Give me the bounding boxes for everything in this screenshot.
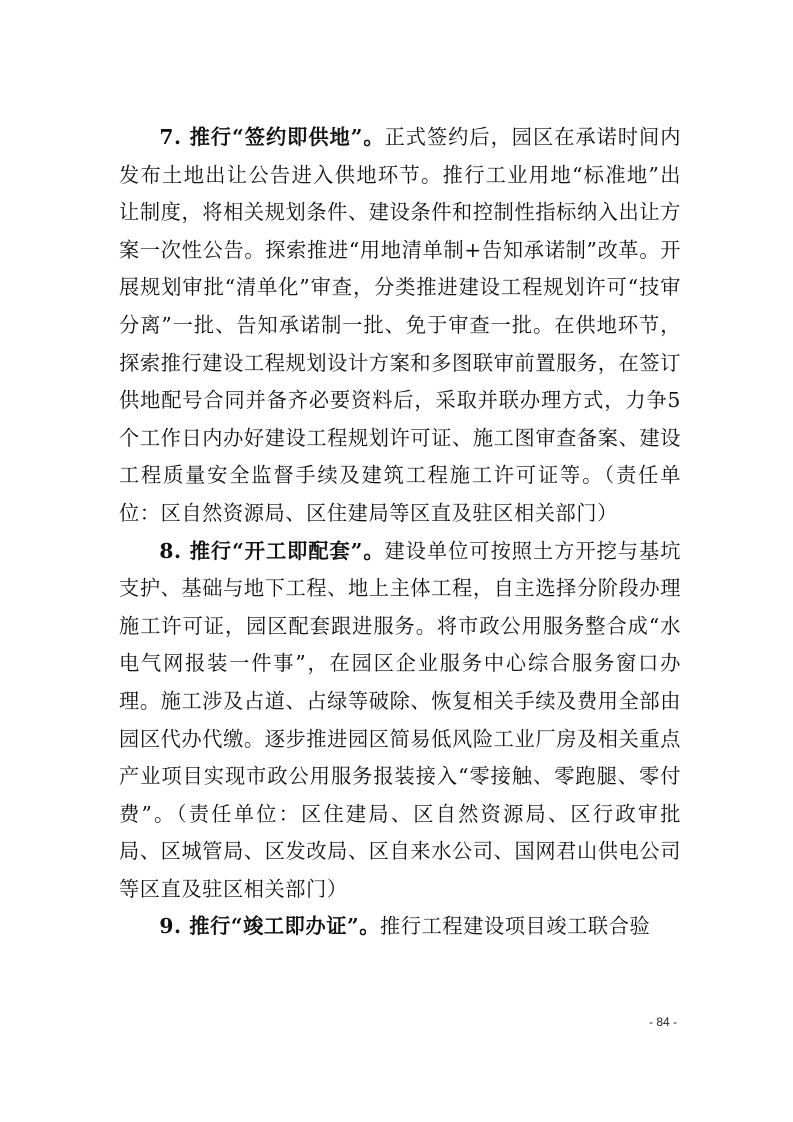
document-body — [119, 119, 681, 946]
page-number: - 84 - — [648, 1015, 677, 1029]
paragraph-heading: 8. 推行“开工即配套”。 — [159, 538, 385, 563]
paragraph-item-7 — [119, 119, 681, 533]
paragraph-text: 建设单位可按照土方开挖与基坑支护、基础与地下工程、地上主体工程，自主选择分阶段办理施工许可证，园区配套跟进服务。将市政公用服务整合成“水电气网报装一件事”，在园区企业服务中心综合服务窗口办理。施工涉及占道、占绿等破除、恢复相关手续及费用全部由园区代办代缴。逐步推进园区简易低风险工业厂房及相关重点产业项目实现市政公用服务报装接入“零接触、零跑腿、零付费”。（责任单位：区住建局、区自然资源局、区行政审批局、区城管局、区发改局、区自来水公司、国网君山供电公司等区直及驻区相关部门） — [119, 538, 681, 901]
paragraph-item-8 — [119, 533, 681, 909]
paragraph-text: 推行工程建设项目竣工联合验 — [380, 914, 651, 939]
paragraph-item-9 — [119, 908, 681, 946]
paragraph-heading: 9. 推行“竣工即办证”。 — [159, 914, 381, 939]
paragraph-heading: 7. 推行“签约即供地”。 — [159, 125, 385, 149]
paragraph-text: 正式签约后，园区在承诺时间内发布土地出让公告进入供地环节。推行工业用地“标准地”出让制度，将相关规划条件、建设条件和控制性指标纳入出让方案一次性公告。探索推进“用地清单制+告知承诺制”改革。开展规划审批“清单化”审查，分类推进建设工程规划许可“技审分离”一批、告知承诺制一批、免于审查一批。在供地环节，探索推行建设工程规划设计方案和多图联审前置服务，在签订供地配号合同并备齐必要资料后，采取并联办理方式，力争5个工作日内办好建设工程规划许可证、施工图审查备案、建设工程质量安全监督手续及建筑工程施工许可证等。（责任单位：区自然资源局、区住建局等区直及驻区相关部门） — [119, 125, 681, 525]
